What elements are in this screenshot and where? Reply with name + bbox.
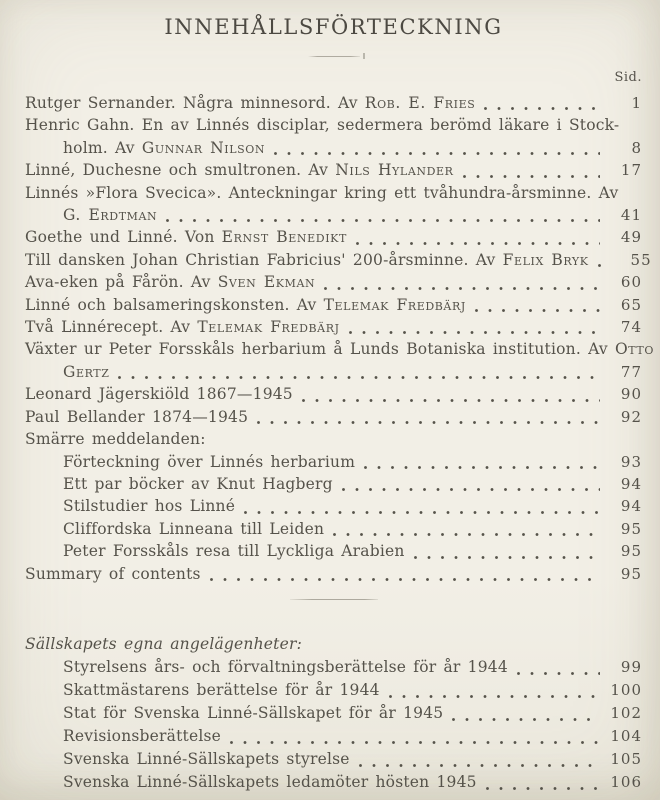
entry-text [25, 430, 206, 448]
entry-text-segment: Revisionsberättelse [63, 726, 221, 745]
entry-text [63, 473, 333, 495]
entry-text [25, 635, 302, 653]
page-number: 92 [620, 407, 642, 426]
entry-text [25, 159, 454, 181]
entry-text [25, 406, 248, 428]
page-number: 94 [620, 497, 642, 516]
entry-text-segment: Stat för Svenska Linné-Sällskapet för år 1945 [63, 703, 444, 722]
entry-text-segment: Henric Gahn. En av Linnés disciplar, sedermera berömd läkare i Stock- [25, 116, 620, 135]
entry-text [63, 137, 265, 159]
entry-text [25, 294, 466, 316]
entry-text [63, 748, 350, 771]
page-number: 74 [620, 318, 642, 337]
dot-leader [484, 107, 600, 110]
toc-entry [25, 725, 642, 748]
page-number: 8 [631, 138, 642, 157]
toc-entry [25, 249, 652, 271]
entry-text [25, 340, 654, 358]
page-column-label: Sid. [614, 70, 642, 85]
page-number: 95 [620, 564, 642, 583]
title-divider-line [308, 56, 360, 57]
page-number: 1 [631, 94, 642, 112]
entry-text-segment: Paul Bellander 1874—1945 [25, 407, 249, 426]
page-number: 102 [610, 703, 642, 722]
entry-text [63, 361, 109, 383]
entry-text-segment: Ett par böcker av Knut Hagberg [63, 474, 333, 493]
dot-leader [302, 399, 600, 402]
entry-text-segment: Smärre meddelanden: [25, 430, 206, 449]
entry-text [25, 92, 475, 114]
page-number: 106 [610, 772, 642, 791]
dot-leader [324, 287, 600, 290]
toc-entry [25, 656, 642, 679]
page-number: 65 [620, 295, 642, 314]
page-number: 95 [620, 519, 642, 538]
toc-entry [25, 679, 642, 702]
toc-entry [25, 92, 642, 114]
entry-text [63, 679, 380, 702]
toc-section-main [25, 92, 654, 585]
entry-text [25, 383, 293, 405]
dot-leader [349, 331, 600, 334]
toc-entry [25, 271, 642, 293]
entry-text-segment: Två Linnérecept. Av [25, 318, 198, 337]
toc-entry [25, 361, 642, 383]
toc-entry [25, 226, 642, 248]
entry-text [63, 518, 324, 540]
dot-leader [414, 556, 600, 559]
entry-text [25, 563, 201, 585]
entry-text-segment: Styrelsens års- och förvaltningsberättelse för år 1944 [63, 657, 508, 676]
toc-entry [25, 294, 642, 316]
page-number: 95 [620, 542, 642, 561]
author-name: Nils Hylander [335, 161, 454, 180]
toc-entry [25, 383, 642, 405]
dot-leader [356, 242, 600, 245]
entry-text-segment: Linné, Duchesne och smultronen. Av [25, 161, 336, 180]
page-number: 17 [620, 161, 642, 180]
entry-text [25, 226, 347, 248]
toc-entry [25, 702, 642, 725]
dot-leader [333, 533, 600, 536]
entry-text [25, 184, 618, 202]
page-number: 77 [620, 362, 642, 381]
entry-text-segment: Peter Forsskåls resa till Lyckliga Arabien [63, 542, 405, 561]
entry-text [25, 116, 619, 134]
dot-leader [359, 764, 600, 767]
section-heading [25, 428, 642, 450]
author-name: Rob. E. Fries [364, 94, 476, 112]
dot-leader [364, 466, 600, 469]
entry-text-segment: Växter ur Peter Forsskåls herbarium å Lunds Botaniska institution. Av [25, 340, 615, 359]
entry-text [25, 271, 315, 293]
toc-entry [25, 495, 642, 517]
dot-leader [118, 376, 600, 379]
dot-leader [244, 511, 600, 514]
toc-entry [25, 204, 642, 226]
page-number: 41 [620, 206, 642, 225]
toc-entry [25, 540, 642, 562]
entry-text [63, 451, 355, 473]
dot-leader [517, 672, 600, 675]
author-name: Sven Ekman [217, 273, 316, 292]
dot-leader [475, 309, 600, 312]
entry-text [63, 725, 221, 748]
dot-leader [389, 695, 600, 698]
entry-text [63, 771, 477, 794]
toc-entry [25, 316, 642, 338]
entry-text [25, 249, 589, 271]
dot-leader [210, 578, 600, 581]
entry-text [63, 656, 508, 679]
section-heading [25, 633, 642, 656]
dot-leader [274, 152, 600, 155]
page-number: 60 [620, 273, 642, 292]
entry-text-segment: Cliffordska Linneana till Leiden [63, 519, 325, 538]
page-number: 94 [620, 474, 642, 493]
entry-text [63, 495, 235, 517]
dot-leader [166, 219, 600, 222]
author-name: Ernst Benedikt [221, 228, 347, 247]
page-number: 99 [620, 657, 642, 676]
entry-text [63, 540, 405, 562]
author-name: Telemak Fredbärj [323, 295, 466, 314]
entry-text [63, 702, 443, 725]
toc-entry [25, 473, 642, 495]
page-number: 49 [620, 228, 642, 247]
toc-entry [25, 406, 642, 428]
entry-text-segment: Summary of contents [25, 564, 201, 583]
author-name: Telemak Fredbärj [197, 318, 340, 337]
toc-entry [25, 159, 642, 181]
page-number: 100 [610, 680, 642, 699]
page-number: 105 [610, 749, 642, 768]
entry-text-segment: Till dansken Johan Christian Fabricius' 200-årsminne. Av [25, 250, 503, 269]
entry-text-segment: Svenska Linné-Sällskapets ledamöter hösten 1945 [63, 772, 477, 791]
dot-leader [486, 787, 600, 790]
dot-leader [230, 741, 600, 744]
entry-text-segment: holm. Av [63, 138, 142, 157]
title-divider-ornament [308, 53, 360, 60]
entry-text-segment: Leonard Jägerskiöld 1867—1945 [25, 385, 293, 404]
toc-entry [25, 563, 642, 585]
toc-entry [25, 137, 642, 159]
entry-text-segment: Rutger Sernander. Några minnesord. Av [25, 94, 365, 112]
toc-entry-line [25, 338, 654, 360]
entry-text-segment: Svenska Linné-Sällskapets styrelse [63, 749, 350, 768]
page-number: 104 [610, 726, 642, 745]
toc-entry-line [25, 114, 642, 136]
page-number: 90 [620, 385, 642, 404]
toc-section-society [25, 633, 642, 794]
entry-text-segment: Skattmästarens berättelse för år 1944 [63, 680, 380, 699]
toc-entry-line [25, 182, 642, 204]
entry-text-segment: Förteckning över Linnés herbarium [63, 452, 356, 471]
toc-entry [25, 771, 642, 794]
toc-entry [25, 451, 642, 473]
author-name: G. Erdtman [63, 206, 158, 225]
entry-text [25, 316, 340, 338]
author-name: Otto [614, 340, 654, 359]
entry-text-segment: Sällskapets egna angelägenheter: [25, 634, 302, 653]
author-name: Gunnar Nilson [141, 138, 266, 157]
dot-leader [598, 264, 610, 267]
entry-text-segment: Linnés »Flora Svecica». Anteckningar kring ett tvåhundra-årsminne. Av [25, 183, 619, 202]
entry-text-segment: Goethe und Linné. Von [25, 228, 222, 247]
entry-text-segment: Stilstudier hos Linné [63, 497, 236, 516]
author-name: Felix Bryk [502, 250, 589, 269]
author-name: Gertz [63, 362, 110, 381]
entry-text-segment: Linné och balsameringskonsten. Av [25, 295, 324, 314]
title-divider-nub [363, 53, 365, 59]
page-number: 55 [630, 250, 652, 269]
dot-leader [463, 175, 600, 178]
section-divider [290, 599, 378, 600]
page-title: INNEHÅLLSFÖRTECKNING [164, 15, 503, 39]
page-number: 93 [620, 452, 642, 471]
dot-leader [452, 718, 600, 721]
entry-text-segment: Ava-eken på Fårön. Av [25, 273, 218, 292]
entry-text [63, 204, 157, 226]
dot-leader [257, 421, 600, 424]
toc-entry [25, 518, 642, 540]
dot-leader [342, 488, 600, 491]
toc-entry [25, 748, 642, 771]
